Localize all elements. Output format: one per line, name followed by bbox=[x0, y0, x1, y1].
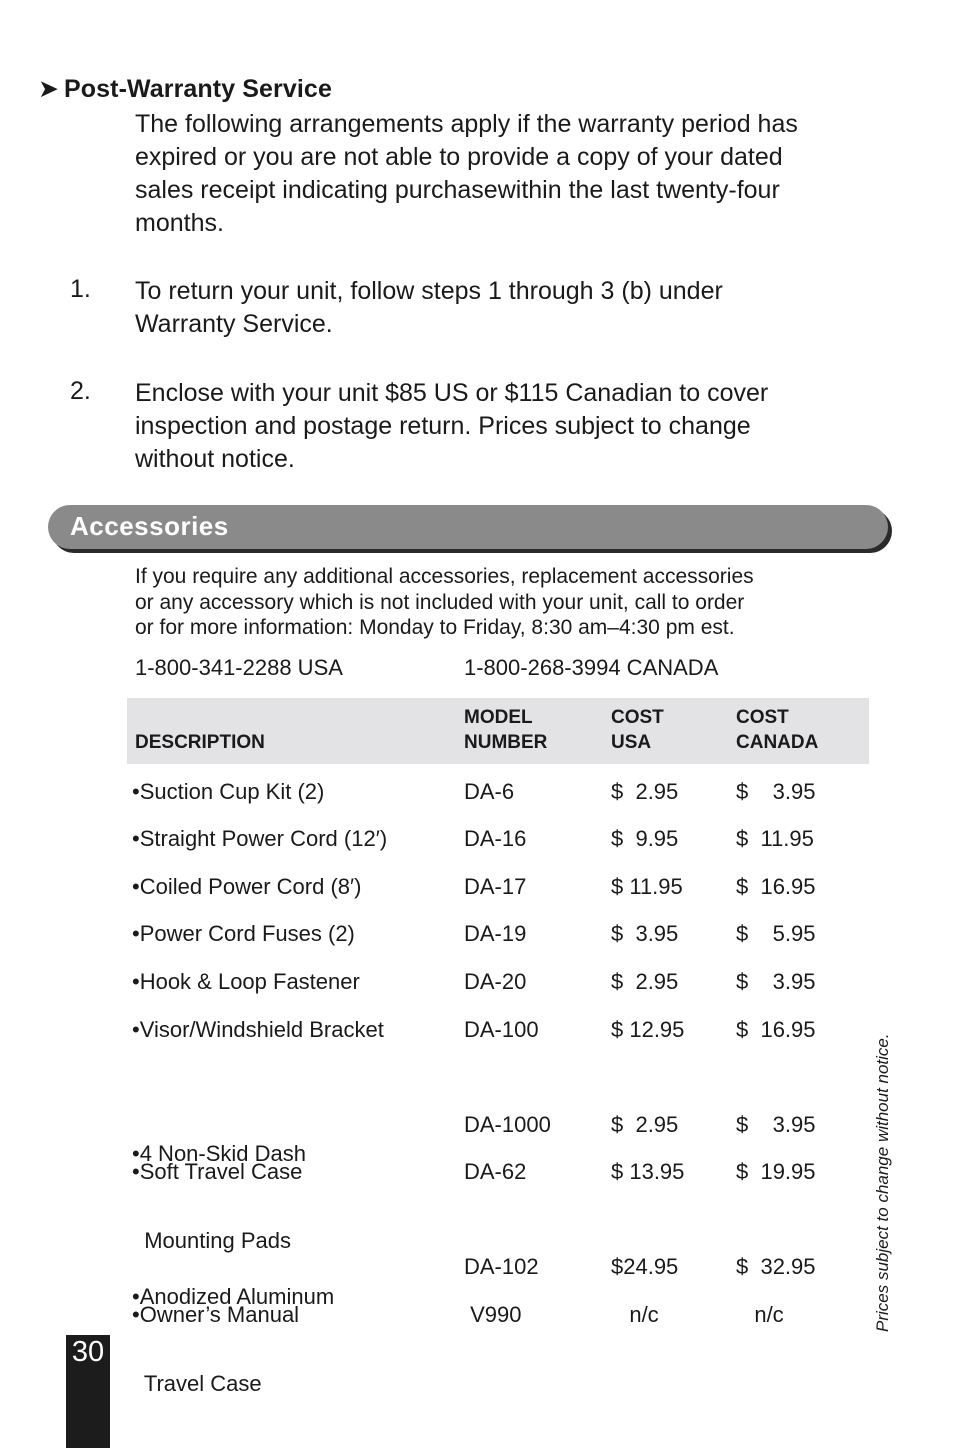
header-line: USA bbox=[611, 732, 652, 753]
description-line: •Anodized Aluminum bbox=[132, 1284, 335, 1309]
header-line: NUMBER bbox=[464, 732, 548, 753]
row-description: •Power Cord Fuses (2) bbox=[132, 921, 355, 946]
text-line: Warranty Service. bbox=[135, 310, 333, 338]
row-cost-usa: $24.95 bbox=[611, 1254, 679, 1279]
row-cost-canada: $ 5.95 bbox=[736, 921, 816, 946]
row-model: DA-16 bbox=[464, 826, 527, 851]
header-line: MODEL bbox=[464, 707, 533, 728]
page-number: 30 bbox=[71, 1336, 105, 1368]
row-cost-canada: n/c bbox=[736, 1302, 784, 1327]
row-cost-canada: $ 3.95 bbox=[736, 969, 816, 994]
accessories-title: Accessories bbox=[70, 511, 229, 541]
warranty-intro bbox=[135, 108, 895, 240]
row-model: DA-62 bbox=[464, 1159, 527, 1184]
header-line: CANADA bbox=[736, 732, 819, 753]
row-model: DA-20 bbox=[464, 969, 527, 994]
row-cost-usa: $ 2.95 bbox=[611, 779, 679, 804]
header-cost-canada bbox=[736, 705, 818, 755]
row-model: DA-102 bbox=[464, 1254, 539, 1279]
header-model bbox=[464, 705, 547, 755]
text-line: inspection and postage return. Prices subject to change bbox=[135, 412, 751, 440]
accessories-intro bbox=[135, 564, 875, 641]
row-description: •Visor/Windshield Bracket bbox=[132, 1017, 384, 1042]
phone-usa: 1-800-341-2288 USA bbox=[135, 655, 343, 680]
row-description: •Hook & Loop Fastener bbox=[132, 969, 360, 994]
row-model: DA-19 bbox=[464, 921, 527, 946]
row-cost-usa: $ 3.95 bbox=[611, 921, 679, 946]
row-description: •Straight Power Cord (12′) bbox=[132, 826, 388, 851]
step-number: 2. bbox=[70, 377, 91, 405]
text-line: or for more information: Monday to Friday, 8:30 am–4:30 pm est. bbox=[135, 616, 735, 639]
row-model: DA-100 bbox=[464, 1017, 539, 1042]
text-line: expired or you are not able to provide a copy of your dated bbox=[135, 143, 783, 171]
phone-canada: 1-800-268-3994 CANADA bbox=[464, 655, 719, 680]
post-warranty-heading bbox=[38, 74, 332, 104]
row-cost-usa: $ 11.95 bbox=[611, 874, 683, 899]
row-cost-usa: $ 12.95 bbox=[611, 1017, 685, 1042]
text-line: If you require any additional accessories, replacement accessories bbox=[135, 565, 754, 588]
row-model: DA-6 bbox=[464, 779, 515, 804]
step-text bbox=[135, 275, 895, 341]
header-line: COST bbox=[736, 707, 789, 728]
row-cost-canada: $ 16.95 bbox=[736, 1017, 816, 1042]
row-cost-usa: $ 2.95 bbox=[611, 969, 679, 994]
header-cost-usa bbox=[611, 705, 664, 755]
header-line: COST bbox=[611, 707, 664, 728]
description-line: Mounting Pads bbox=[132, 1228, 291, 1253]
description-line: •4 Non-Skid Dash bbox=[132, 1141, 307, 1166]
text-line: or any accessory which is not included with your unit, call to order bbox=[135, 590, 745, 614]
row-description: •Coiled Power Cord (8′) bbox=[132, 874, 362, 899]
row-cost-usa: $ 13.95 bbox=[611, 1159, 685, 1184]
row-cost-canada: $ 11.95 bbox=[736, 826, 814, 851]
row-cost-usa: n/c bbox=[611, 1302, 659, 1327]
row-description: •Owner’s Manual bbox=[132, 1302, 300, 1327]
step-text bbox=[135, 377, 895, 476]
row-cost-canada: $ 3.95 bbox=[736, 1112, 816, 1137]
row-cost-canada: $ 16.95 bbox=[736, 874, 816, 899]
text-line: without notice. bbox=[135, 445, 295, 473]
row-model: V990 bbox=[464, 1302, 522, 1327]
header-description: DESCRIPTION bbox=[135, 732, 265, 753]
prices-side-note: Prices subject to change without notice. bbox=[873, 1033, 892, 1332]
description-line: Travel Case bbox=[132, 1371, 262, 1396]
row-model: DA-1000 bbox=[464, 1112, 551, 1137]
row-cost-usa: $ 9.95 bbox=[611, 826, 679, 851]
row-cost-canada: $ 32.95 bbox=[736, 1254, 816, 1279]
row-cost-canada: $ 19.95 bbox=[736, 1159, 816, 1184]
step-number: 1. bbox=[70, 275, 91, 303]
arrow-bullet-icon: ➤ bbox=[38, 75, 60, 103]
text-line: sales receipt indicating purchasewithin the last twenty-four bbox=[135, 176, 780, 204]
row-model: DA-17 bbox=[464, 874, 527, 899]
row-cost-canada: $ 3.95 bbox=[736, 779, 816, 804]
section-title: Post-Warranty Service bbox=[64, 75, 332, 103]
row-description bbox=[132, 1224, 334, 1456]
text-line: The following arrangements apply if the warranty period has bbox=[135, 110, 798, 138]
text-line: Enclose with your unit $85 US or $115 Canadian to cover bbox=[135, 379, 769, 407]
row-cost-usa: $ 2.95 bbox=[611, 1112, 679, 1137]
row-description: •Soft Travel Case bbox=[132, 1159, 303, 1184]
row-description: •Suction Cup Kit (2) bbox=[132, 779, 325, 804]
text-line: To return your unit, follow steps 1 through 3 (b) under bbox=[135, 277, 723, 305]
text-line: months. bbox=[135, 209, 224, 237]
